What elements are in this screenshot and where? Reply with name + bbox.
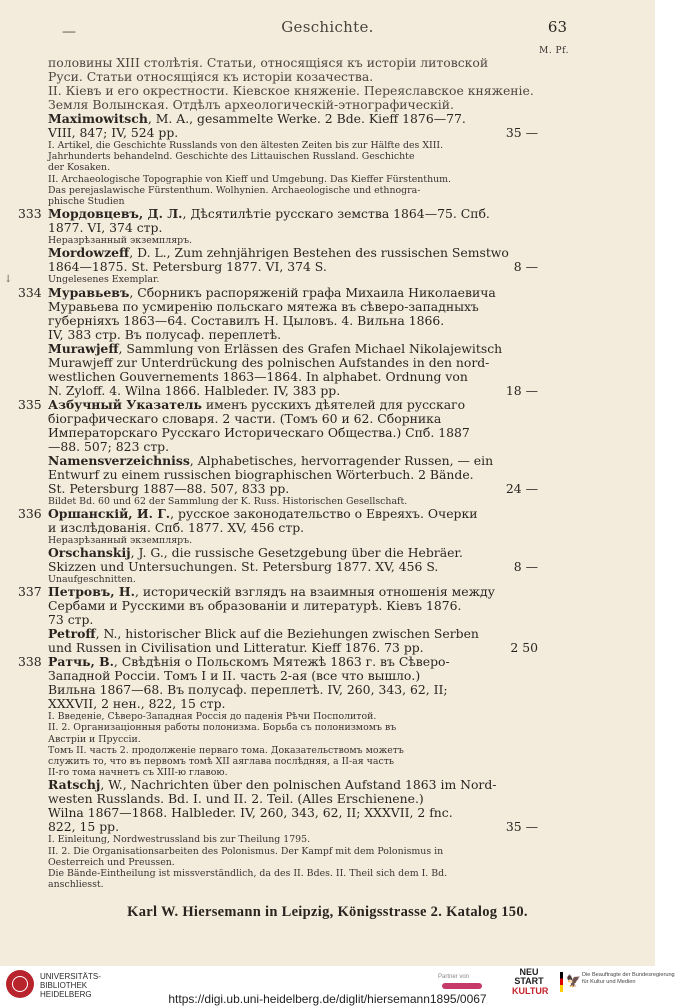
entry-author: Namensverzeichniss <box>48 452 190 468</box>
entry-line <box>18 260 578 274</box>
entry-line <box>18 426 578 440</box>
catalog-entry <box>18 56 578 112</box>
entry-line <box>18 151 578 162</box>
entry-price: 24 — <box>505 480 538 496</box>
entry-line <box>18 585 578 599</box>
entry-price: 8 — <box>513 259 538 275</box>
entry-text: Ungelesenes Exemplar. <box>48 274 160 286</box>
entry-text: , Сборникъ распоряженій графа Михаила Николаевича <box>129 284 496 300</box>
entry-text: , J. G., die russische Gesetzgebung über die Hebräer. <box>130 545 463 561</box>
entry-line <box>18 879 578 890</box>
bundesregierung-logo[interactable] <box>560 972 675 1002</box>
neustart-kultur-logo[interactable]: NEU START KULTUR <box>512 967 549 996</box>
entry-text: IV, 383 стр. Въ полусаф. переплетѣ. <box>48 326 282 342</box>
entry-text: половины XIII столѣтія. Статьи, относящіяся къ исторіи литовской <box>48 55 489 70</box>
entry-line <box>18 613 578 627</box>
catalog-entry <box>18 585 578 655</box>
entry-text: служить то, что въ первомъ томѣ XII аяглава послѣдняя, а II-ая часть <box>48 756 394 768</box>
page-number: 63 <box>547 18 567 36</box>
entry-author: Мордовцевъ, Д. Л. <box>48 206 183 222</box>
entry-text: II. 2. Die Organisationsarbeiten des Polonismus. Der Kampf mit dem Polonismus in <box>48 845 444 857</box>
entry-line <box>18 468 578 482</box>
entry-line <box>18 820 578 834</box>
partner-logo-icon[interactable] <box>442 983 482 989</box>
entry-line <box>18 745 578 756</box>
entry-line <box>18 792 578 806</box>
entry-line <box>18 384 578 398</box>
entry-author: Петровъ, Н. <box>48 584 135 600</box>
entry-text: , Свѣдѣнія о Польскомъ Мятежѣ 1863 г. въ Сѣверо- <box>113 654 450 670</box>
entry-text: der Kosaken. <box>48 162 111 174</box>
entry-line <box>18 599 578 613</box>
entry-line <box>18 778 578 792</box>
entry-text: , W., Nachrichten über den polnischen Aufstand 1863 im Nord- <box>100 777 497 793</box>
entry-text: II. Archaeologische Topographie von Kieff und Umgebung. Das Kieffer Fürstenthum. <box>48 173 452 185</box>
entry-line <box>18 328 578 342</box>
entry-text: II-го тома начнетъ съ XIII-ю главою. <box>48 767 228 779</box>
entry-text: , D. L., Zum zehnjährigen Bestehen des russischen Semstwo <box>129 245 509 261</box>
caret-mark-icon: ↓ <box>4 274 13 286</box>
bund-text: Die Beauftragte der Bundesregierung für Kultur und Medien <box>582 972 675 985</box>
entry-text: , историческій взглядъ на взаимныя отношенія между <box>134 584 495 600</box>
entry-text: Неразрѣзанный экземпляръ. <box>48 534 193 546</box>
entry-line <box>18 711 578 722</box>
entry-line <box>18 185 578 196</box>
entry-text: westen Russlands. Bd. I. und II. 2. Teil. (Alles Erschienene.) <box>48 791 424 807</box>
catalog-entry <box>18 286 578 398</box>
entry-text: Entwurf zu einem russischen biographischen Wörterbuch. 2 Bände. <box>48 466 474 482</box>
entry-line <box>18 521 578 535</box>
entry-text: Неразрѣзанный экземпляръ. <box>48 235 193 247</box>
entry-author: Азбучный Указатель <box>48 396 202 412</box>
entry-text: und Russen in Civilisation und Litteratur. Kieff 1876. 73 pp. <box>48 640 424 656</box>
catalog-entry <box>18 398 578 507</box>
entry-line <box>18 627 578 641</box>
entry-line <box>18 246 578 260</box>
entry-number: 336 <box>18 505 42 521</box>
entry-line <box>18 356 578 370</box>
eagle-icon: 🦅 <box>566 974 581 988</box>
entry-text: , Дѣсятилѣтіе русскаго земства 1864—75. Спб. <box>182 206 490 222</box>
entry-text: phische Studien <box>48 196 125 208</box>
entry-price: 2 50 <box>510 640 538 656</box>
entry-text: Императорскаго Русскаго Историческаго Общества.) Спб. 1887 <box>48 424 470 440</box>
entry-price: 8 — <box>513 558 538 574</box>
partner-label: Partner von <box>438 974 470 980</box>
entry-text: Томъ II. часть 2. продолженіе перваго тома. Доказательствомъ можетъ <box>48 744 404 756</box>
entry-text: Муравьева по усмиренію польскаго мятежа въ сѣверо-западныхъ <box>48 298 479 314</box>
entry-line <box>18 98 578 112</box>
entry-line <box>18 834 578 845</box>
entry-text: , Alphabetisches, hervorragender Russen, — ein <box>189 452 494 468</box>
entry-line <box>18 722 578 733</box>
entry-text: Die Bände-Eintheilung ist missverständlich, da des II. Bdes. II. Theil sich dem I. Bd. <box>48 868 448 880</box>
catalog-entry <box>4 206 578 286</box>
entry-text: губерніяхъ 1863—64. Составилъ Н. Цыловъ. 4. Вильна 1866. <box>48 312 445 328</box>
entry-text: II. Кіевъ и его окрестности. Кіевское княженіе. Переяславское княженіе. <box>48 83 534 98</box>
entry-author: Оршанскій, И. Г. <box>48 505 171 521</box>
entry-text: Западной Россіи. Томъ I и II. часть 2-ая (все что вышло.) <box>48 668 421 684</box>
entry-author: Ратчь, В. <box>48 654 114 670</box>
entry-price: 35 — <box>505 819 538 835</box>
library-logo-text: UNIVERSITÄTS- BIBLIOTHEK HEIDELBERG <box>40 972 101 1000</box>
entry-text: именъ русскихъ дѣятелей для русскаго <box>201 396 466 412</box>
catalog-entries <box>4 55 578 891</box>
entry-number: 333 <box>18 206 42 222</box>
entry-text: Das perejaslawische Fürstenthum. Wolhynien. Archaeologische und ethnogra- <box>48 184 421 196</box>
entry-number: 334 <box>18 284 42 300</box>
entry-line <box>18 398 578 412</box>
entry-line <box>18 683 578 697</box>
entry-line <box>4 274 578 286</box>
running-title: Geschichte. <box>281 18 374 36</box>
entry-text: Руси. Статьи относящіяся къ исторіи козачества. <box>48 69 374 84</box>
viewer-bottom-bar <box>0 966 675 1008</box>
entry-line <box>18 70 578 84</box>
entry-line <box>18 126 578 140</box>
entry-line <box>18 440 578 454</box>
entry-line <box>18 868 578 879</box>
entry-line <box>18 641 578 655</box>
catalog-entry <box>18 655 578 890</box>
publisher-footer: Karl W. Hiersemann in Leipzig, Königsstrasse 2. Katalog 150. <box>127 904 528 920</box>
entry-text: Земля Волынская. Отдѣлъ археологическій-этнографическій. <box>48 97 454 112</box>
currency-header: M. Pf. <box>539 46 569 56</box>
entry-author: Maximowitsch <box>48 111 148 126</box>
entry-author: Murawjeff <box>48 340 119 356</box>
entry-text: 1864—1875. St. Petersburg 1877. VI, 374 S. <box>48 259 327 275</box>
entry-text: westlichen Gouvernements 1863—1864. In alphabet. Ordnung von <box>48 368 468 384</box>
running-head <box>0 18 655 38</box>
entry-line <box>18 560 578 574</box>
entry-line <box>18 221 578 235</box>
entry-text: біографическаго словаря. 2 части. (Томъ 60 и 62. Сборника <box>48 410 442 426</box>
entry-text: VIII, 847; IV, 524 pp. <box>48 125 179 140</box>
entry-line <box>18 300 578 314</box>
entry-author: Муравьевъ <box>48 284 130 300</box>
entry-text: Bildet Bd. 60 und 62 der Sammlung der K. Russ. Historischen Gesellschaft. <box>48 495 408 507</box>
entry-number: 338 <box>18 654 42 670</box>
entry-line <box>18 546 578 560</box>
entry-text: Австріи и Пруссіи. <box>48 733 141 745</box>
german-flag-icon <box>560 972 563 992</box>
entry-line <box>18 697 578 711</box>
entry-text: Jahrhunderts behandelnd. Geschichte des Littauischen Russland. Geschichte <box>48 151 415 163</box>
entry-line <box>18 412 578 426</box>
entry-number: 337 <box>18 584 42 600</box>
entry-text: —88. 507; 823 стр. <box>48 438 170 454</box>
entry-line <box>18 734 578 745</box>
entry-line <box>18 162 578 173</box>
entry-text: Wilna 1867—1868. Halbleder. IV, 260, 343, 62, II; XXXVII, 2 fnc. <box>48 805 453 821</box>
entry-text: , русское законодательство о Евреяхъ. Очерки <box>170 505 478 521</box>
catalog-entry <box>18 112 578 207</box>
entry-text: I. Artikel, die Geschichte Russlands von den ältesten Zeiten bis zur Hälfte des XIII. <box>48 140 444 151</box>
entry-line <box>18 669 578 683</box>
entry-line <box>18 342 578 356</box>
entry-text: I. Einleitung, Nordwestrussland bis zur Theilung 1795. <box>48 834 311 846</box>
entry-line <box>18 806 578 820</box>
entry-text: , M. A., gesammelte Werke. 2 Bde. Kieff 1876—77. <box>147 111 466 126</box>
entry-author: Petroff <box>48 626 96 642</box>
entry-text: , Sammlung von Erlässen des Grafen Michael Nikolajewitsch <box>118 340 503 356</box>
entry-text: Вильна 1867—68. Въ полусаф. переплетѣ. IV, 260, 343, 62, II; <box>48 682 448 698</box>
entry-text: Unaufgeschnitten. <box>48 574 136 586</box>
entry-line <box>18 756 578 767</box>
entry-line <box>18 507 578 521</box>
entry-text: II. 2. Организаціонныя работы полонизма. Борьба съ полонизмомъ въ <box>48 722 397 734</box>
entry-line <box>18 84 578 98</box>
entry-line <box>18 112 578 126</box>
entry-text: и изслѣдованія. Спб. 1877. XV, 456 стр. <box>48 519 305 535</box>
entry-text: 1877. VI, 374 стр. <box>48 220 163 236</box>
entry-text: XXXVII, 2 нен., 822, 15 стр. <box>48 696 226 712</box>
entry-line <box>18 314 578 328</box>
entry-text: I. Введеніе, Сѣверо-Западная Россія до паденія Рѣчи Посполитой. <box>48 711 377 723</box>
entry-line <box>18 655 578 669</box>
entry-text: 822, 15 pp. <box>48 819 120 835</box>
entry-line <box>18 174 578 185</box>
entry-text: St. Petersburg 1887—88. 507, 833 pp. <box>48 480 290 496</box>
entry-text: anschliesst. <box>48 879 104 891</box>
entry-line <box>18 370 578 384</box>
entry-text: , N., historischer Blick auf die Beziehungen zwischen Serben <box>95 626 479 642</box>
entry-text: Oesterreich und Preussen. <box>48 856 175 868</box>
entry-number: 335 <box>18 396 42 412</box>
entry-line <box>18 454 578 468</box>
header-dash: — <box>62 24 76 40</box>
entry-line <box>18 857 578 868</box>
entry-text: Murawjeff zur Unterdrückung des polnischen Aufstandes in den nord- <box>48 354 490 370</box>
entry-line <box>18 286 578 300</box>
entry-author: Ratschj <box>48 777 101 793</box>
entry-line <box>18 207 578 221</box>
entry-text: 73 стр. <box>48 612 94 628</box>
catalog-entry <box>18 507 578 585</box>
entry-author: Mordowzeff <box>48 245 130 261</box>
entry-line <box>18 56 578 70</box>
entry-price: 18 — <box>505 382 538 398</box>
entry-line <box>18 482 578 496</box>
entry-line <box>18 140 578 151</box>
entry-text: Skizzen und Untersuchungen. St. Petersburg 1877. XV, 456 S. <box>48 559 439 575</box>
entry-text: Сербами и Русскими въ образованіи и литературѣ. Кіевъ 1876. <box>48 598 462 614</box>
entry-text: N. Zyloff. 4. Wilna 1866. Halbleder. IV, 383 pp. <box>48 382 341 398</box>
entry-price: 35 — <box>505 125 538 140</box>
entry-line <box>18 846 578 857</box>
entry-author: Orschanskij <box>48 545 131 561</box>
page-url-link[interactable]: https://digi.ub.uni-heidelberg.de/diglit/hiersemann1895/0067 <box>168 992 487 1006</box>
